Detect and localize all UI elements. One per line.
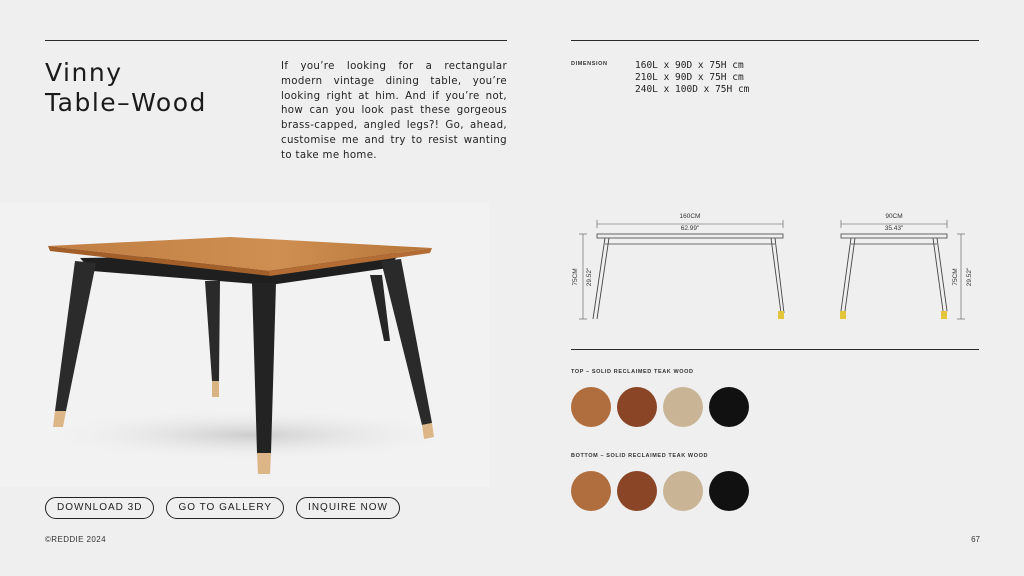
front-height-in: 29.52" bbox=[586, 267, 593, 287]
page-number: 67 bbox=[971, 535, 980, 544]
technical-drawings bbox=[565, 205, 985, 330]
product-title-line2: Table–Wood bbox=[45, 88, 207, 117]
bottom-swatch-dark-teak[interactable] bbox=[617, 471, 657, 511]
side-height-cm: 75CM bbox=[952, 268, 959, 286]
top-rule-left bbox=[45, 40, 507, 41]
dimension-value: 160L x 90D x 75H cm bbox=[635, 60, 744, 71]
copyright: ©REDDIE 2024 bbox=[45, 535, 106, 544]
table-illustration bbox=[0, 203, 489, 487]
bottom-swatch-black[interactable] bbox=[709, 471, 749, 511]
bottom-swatches bbox=[571, 471, 749, 511]
top-swatch-dark-teak[interactable] bbox=[617, 387, 657, 427]
top-rule-right bbox=[571, 40, 979, 41]
mid-rule-right bbox=[571, 349, 979, 350]
go-to-gallery-button[interactable]: GO TO GALLERY bbox=[166, 497, 284, 519]
dimension-value: 210L x 90D x 75H cm bbox=[635, 72, 744, 83]
product-description: If you’re looking for a rectangular modern vintage dining table, you’re looking right at him. And if you’re not, how can you look past these gorgeous brass-capped, angled legs?! Go, ahead, customise me and try to resist wanting to take me home. bbox=[281, 61, 507, 161]
side-width-cm: 90CM bbox=[885, 213, 903, 220]
top-swatches bbox=[571, 387, 749, 427]
product-title-line1: Vinny bbox=[45, 58, 123, 87]
top-swatch-black[interactable] bbox=[709, 387, 749, 427]
dimension-label: DIMENSION bbox=[571, 61, 608, 67]
top-swatch-light-teak[interactable] bbox=[571, 387, 611, 427]
front-view-drawing bbox=[572, 213, 784, 319]
front-width-in: 62.99" bbox=[680, 225, 700, 232]
dimension-value: 240L x 100D x 75H cm bbox=[635, 84, 750, 95]
bottom-swatch-light-teak[interactable] bbox=[571, 471, 611, 511]
bottom-swatch-natural[interactable] bbox=[663, 471, 703, 511]
product-photo bbox=[0, 203, 489, 487]
action-buttons bbox=[45, 497, 400, 519]
inquire-now-button[interactable]: INQUIRE NOW bbox=[296, 497, 400, 519]
front-height-cm: 75CM bbox=[572, 268, 579, 286]
top-swatch-natural[interactable] bbox=[663, 387, 703, 427]
product-title bbox=[45, 58, 207, 118]
front-width-cm: 160CM bbox=[679, 213, 701, 220]
dimension-values bbox=[635, 60, 749, 96]
side-view-drawing bbox=[840, 213, 973, 319]
side-width-in: 35.43" bbox=[884, 225, 904, 232]
bottom-finish-label: BOTTOM – SOLID RECLAIMED TEAK WOOD bbox=[571, 453, 709, 459]
top-finish-label: TOP – SOLID RECLAIMED TEAK WOOD bbox=[571, 369, 694, 375]
side-height-in: 29.52" bbox=[966, 267, 973, 287]
download-3d-button[interactable]: DOWNLOAD 3D bbox=[45, 497, 154, 519]
